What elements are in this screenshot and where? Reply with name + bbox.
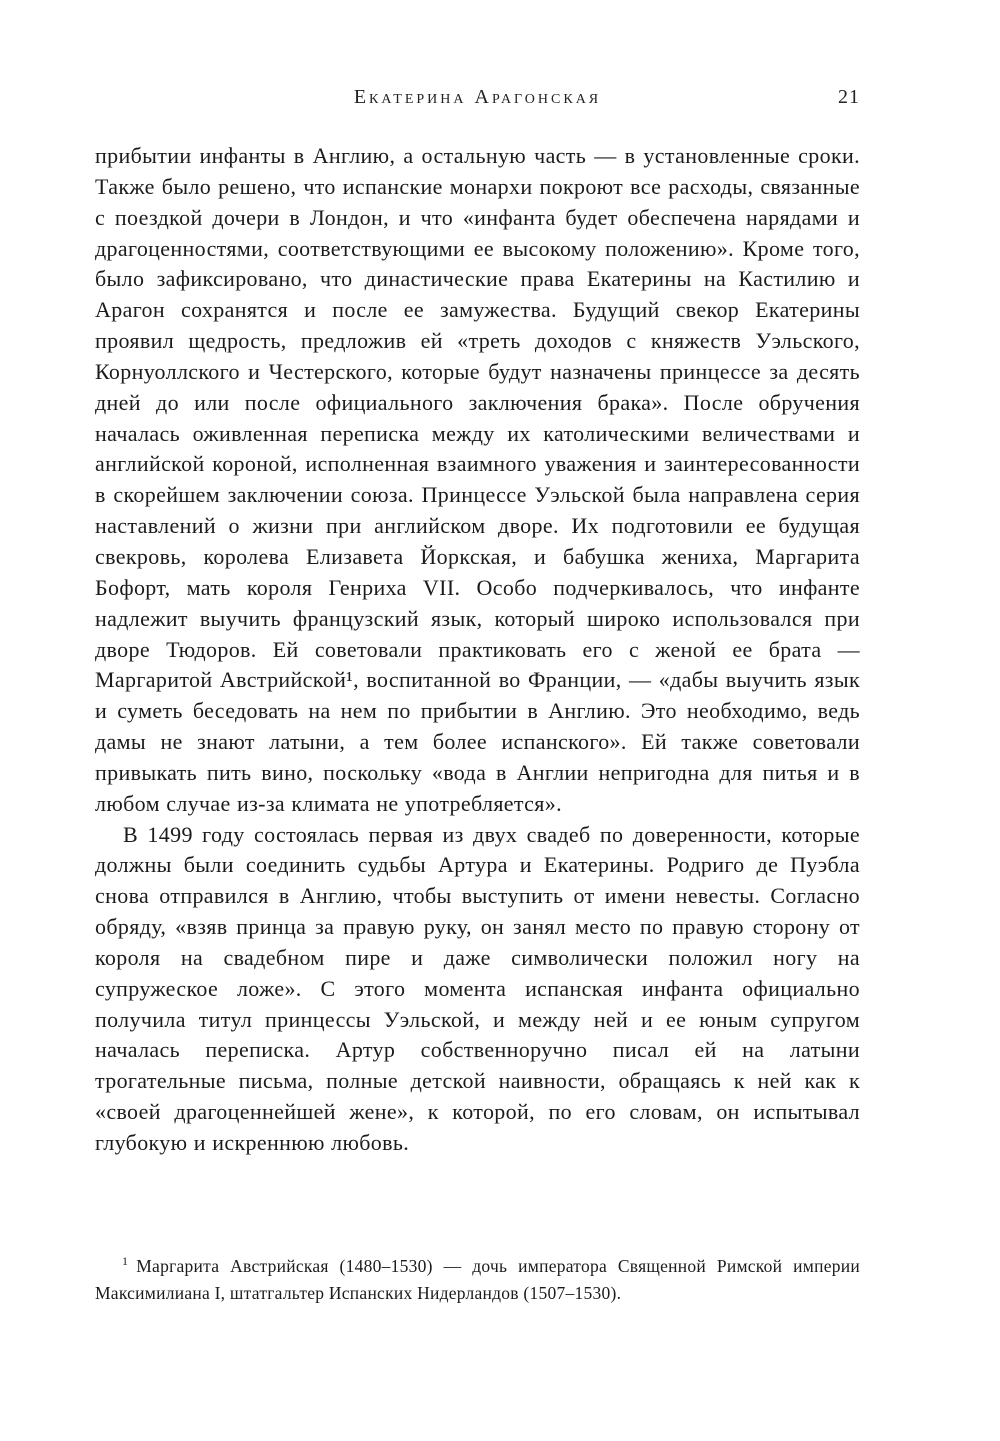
paragraph-wedding-by-proxy: В 1499 году состоялась первая из двух свадеб по доверенности, которые должны были соединить судьбы Артура и Екатерины. Родриго де Пуэбла снова отправился в Англию, чтобы выступить от имени невесты. Согласно обряду, «взяв принца за правую руку, он занял место по правую сторону от короля на свадебном пире и даже символически положил ногу на супружеское ложе». С этого момента испанская инфанта официально получила титул принцессы Уэльской, и между ней и ее юным супругом началась переписка. Артур собственноручно писал ей на латыни трогательные письма, полные детской наивности, обращаясь к ней как к «своей драгоценнейшей жене», к которой, по его словам, он испытывал глубокую и искреннюю любовь. xyxy=(95,821,860,1155)
paragraph-continuation: прибытии инфанты в Англию, а остальную часть — в установленные сроки. Также было решено, что испанские монархи покроют все расходы, связанные с поездкой дочери в Лондон, и что «инфанта будет обеспечена нарядами и драгоценностями, соответствующими ее высокому положению». Кроме того, было зафиксировано, что династические права Екатерины на Кастилию и Арагон сохранятся и после ее замужества. Будущий свекор Екатерины проявил щедрость, предложив ей «треть доходов с княжеств Уэльского, Корнуоллского и Честерского, которые будут назначены принцессе за десять дней до или после официального заключения брака». После обручения началась оживленная переписка между их католическими величествами и английской короной, исполненная взаимного уважения и заинтересованности в скорейшем заключении союза. Принцессе Уэльской была направлена серия наставлений о жизни при английском дворе. Их подготовили ее будущая свекровь, королева Елизавета Йоркская, и бабушка жениха, Маргарита Бофорт, мать короля Генриха VII. Особо подчеркивалось, что инфанте надлежит выучить французский язык, который широко использовался при дворе Тюдоров. Ей советовали практиковать его с женой ее брата — Маргаритой Австрийской¹, воспитанной во Франции, — «дабы выучить язык и суметь беседовать на нем по прибытии в Англию. Это необходимо, ведь дамы не знают латыни, а тем более испанского». Ей также советовали привыкать пить вино, поскольку «вода в Англии непригодна для питья и в любом случае из-за климата не употребляется». xyxy=(95,143,860,816)
body-text xyxy=(95,141,860,1159)
running-header xyxy=(95,86,860,112)
footnote-text: Маргарита Австрийская (1480–1530) — дочь императора Священной Римской империи Максимилиана I, штатгальтер Испанских Нидерландов (1507–1530). xyxy=(95,1256,860,1303)
footnote-marker: 1 xyxy=(122,1254,129,1269)
running-title: Екатерина Арагонская xyxy=(353,86,602,108)
page-number: 21 xyxy=(838,86,860,108)
footnote xyxy=(95,1253,860,1307)
